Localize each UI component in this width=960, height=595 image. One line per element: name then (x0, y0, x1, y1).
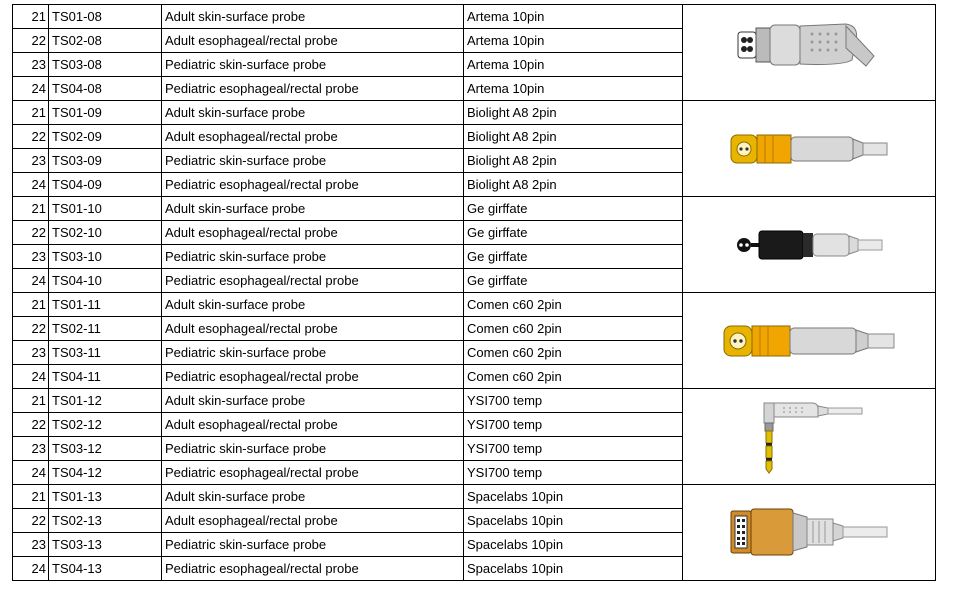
row-number: 23 (13, 533, 49, 557)
row-number: 21 (13, 389, 49, 413)
connector-image-cell (683, 197, 936, 293)
connector-type: Spacelabs 10pin (464, 509, 683, 533)
part-code: TS04-13 (49, 557, 162, 581)
ysi700-jack-connector-image (754, 397, 864, 477)
connector-type: Biolight A8 2pin (464, 125, 683, 149)
row-number: 22 (13, 317, 49, 341)
part-code: TS04-08 (49, 77, 162, 101)
row-number: 23 (13, 437, 49, 461)
connector-image-cell (683, 389, 936, 485)
probe-description: Adult esophageal/rectal probe (162, 509, 464, 533)
part-code: TS03-08 (49, 53, 162, 77)
connector-type: Biolight A8 2pin (464, 173, 683, 197)
connector-type: Ge girffate (464, 269, 683, 293)
connector-type: Ge girffate (464, 221, 683, 245)
part-code: TS04-10 (49, 269, 162, 293)
row-number: 24 (13, 77, 49, 101)
connector-type: Artema 10pin (464, 77, 683, 101)
row-number: 22 (13, 413, 49, 437)
table-row (13, 293, 936, 317)
connector-type: Ge girffate (464, 197, 683, 221)
row-number: 22 (13, 125, 49, 149)
row-number: 24 (13, 365, 49, 389)
part-code: TS04-12 (49, 461, 162, 485)
row-number: 23 (13, 149, 49, 173)
table-row (13, 5, 936, 29)
part-code: TS02-08 (49, 29, 162, 53)
part-code: TS02-11 (49, 317, 162, 341)
artema-10pin-connector-image (734, 18, 884, 88)
part-code: TS03-11 (49, 341, 162, 365)
part-code: TS01-12 (49, 389, 162, 413)
part-code: TS04-11 (49, 365, 162, 389)
probe-description: Pediatric esophageal/rectal probe (162, 173, 464, 197)
connector-type: Comen c60 2pin (464, 317, 683, 341)
probe-description: Adult skin-surface probe (162, 485, 464, 509)
probe-description: Pediatric skin-surface probe (162, 533, 464, 557)
probe-description: Adult esophageal/rectal probe (162, 29, 464, 53)
table-row (13, 485, 936, 509)
connector-image-cell (683, 293, 936, 389)
row-number: 22 (13, 221, 49, 245)
row-number: 23 (13, 53, 49, 77)
row-number: 24 (13, 173, 49, 197)
row-number: 21 (13, 101, 49, 125)
connector-type: Ge girffate (464, 245, 683, 269)
connector-type: YSI700 temp (464, 461, 683, 485)
row-number: 21 (13, 5, 49, 29)
part-code: TS01-08 (49, 5, 162, 29)
part-code: TS02-09 (49, 125, 162, 149)
table-row (13, 389, 936, 413)
part-code: TS01-13 (49, 485, 162, 509)
row-number: 22 (13, 509, 49, 533)
table-row (13, 197, 936, 221)
connector-image-cell (683, 485, 936, 581)
probe-description: Adult esophageal/rectal probe (162, 317, 464, 341)
biolight-a8-2pin-connector-image (729, 129, 889, 169)
connector-type: Spacelabs 10pin (464, 533, 683, 557)
row-number: 21 (13, 485, 49, 509)
probe-description: Adult esophageal/rectal probe (162, 221, 464, 245)
part-code: TS03-12 (49, 437, 162, 461)
row-number: 21 (13, 197, 49, 221)
row-number: 24 (13, 461, 49, 485)
part-code: TS01-10 (49, 197, 162, 221)
part-code: TS01-11 (49, 293, 162, 317)
part-code: TS02-12 (49, 413, 162, 437)
connector-type: YSI700 temp (464, 413, 683, 437)
probe-description: Adult skin-surface probe (162, 293, 464, 317)
probe-table (12, 4, 936, 581)
connector-type: YSI700 temp (464, 389, 683, 413)
probe-description: Adult skin-surface probe (162, 5, 464, 29)
probe-description: Pediatric esophageal/rectal probe (162, 461, 464, 485)
connector-type: Spacelabs 10pin (464, 557, 683, 581)
connector-image-cell (683, 5, 936, 101)
ge-girffate-connector-image (734, 225, 884, 265)
row-number: 21 (13, 293, 49, 317)
connector-type: Biolight A8 2pin (464, 149, 683, 173)
probe-description: Pediatric esophageal/rectal probe (162, 77, 464, 101)
part-code: TS01-09 (49, 101, 162, 125)
comen-c60-2pin-connector-image (722, 321, 897, 361)
probe-description: Pediatric esophageal/rectal probe (162, 365, 464, 389)
connector-image-cell (683, 101, 936, 197)
part-code: TS02-13 (49, 509, 162, 533)
probe-description: Adult esophageal/rectal probe (162, 125, 464, 149)
row-number: 23 (13, 245, 49, 269)
probe-description: Pediatric skin-surface probe (162, 341, 464, 365)
probe-description: Pediatric esophageal/rectal probe (162, 269, 464, 293)
row-number: 24 (13, 269, 49, 293)
connector-type: Comen c60 2pin (464, 365, 683, 389)
connector-type: Artema 10pin (464, 29, 683, 53)
connector-type: YSI700 temp (464, 437, 683, 461)
probe-description: Pediatric esophageal/rectal probe (162, 557, 464, 581)
part-code: TS03-09 (49, 149, 162, 173)
row-number: 24 (13, 557, 49, 581)
row-number: 23 (13, 341, 49, 365)
probe-description: Adult skin-surface probe (162, 197, 464, 221)
row-number: 22 (13, 29, 49, 53)
probe-description: Pediatric skin-surface probe (162, 53, 464, 77)
table-row (13, 101, 936, 125)
probe-description: Adult skin-surface probe (162, 101, 464, 125)
probe-description: Adult skin-surface probe (162, 389, 464, 413)
part-code: TS04-09 (49, 173, 162, 197)
part-code: TS03-10 (49, 245, 162, 269)
spacelabs-10pin-connector-image (729, 505, 889, 560)
connector-type: Spacelabs 10pin (464, 485, 683, 509)
probe-description: Pediatric skin-surface probe (162, 437, 464, 461)
part-code: TS03-13 (49, 533, 162, 557)
connector-type: Comen c60 2pin (464, 293, 683, 317)
connector-type: Artema 10pin (464, 53, 683, 77)
connector-type: Artema 10pin (464, 5, 683, 29)
probe-description: Adult esophageal/rectal probe (162, 413, 464, 437)
part-code: TS02-10 (49, 221, 162, 245)
connector-type: Comen c60 2pin (464, 341, 683, 365)
connector-type: Biolight A8 2pin (464, 101, 683, 125)
probe-description: Pediatric skin-surface probe (162, 149, 464, 173)
probe-description: Pediatric skin-surface probe (162, 245, 464, 269)
